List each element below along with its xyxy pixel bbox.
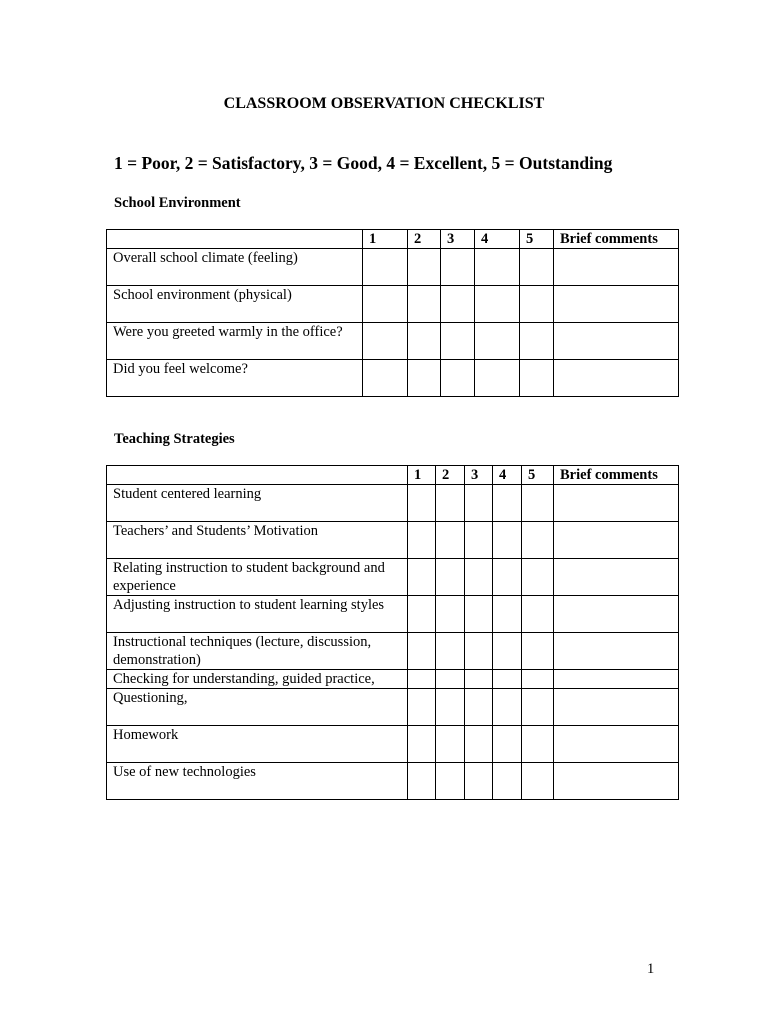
rating-cell[interactable]	[520, 249, 554, 286]
criteria-label: Relating instruction to student background and experience	[107, 559, 408, 596]
table-row	[107, 633, 679, 670]
rating-cell[interactable]	[493, 596, 522, 633]
criteria-label: Student centered learning	[107, 485, 408, 522]
rating-cell[interactable]	[465, 559, 493, 596]
rating-cell[interactable]	[465, 689, 493, 726]
rating-cell[interactable]	[520, 286, 554, 323]
rating-cell[interactable]	[408, 726, 436, 763]
table-row	[107, 596, 679, 633]
table-row	[107, 559, 679, 596]
rating-cell[interactable]	[522, 596, 554, 633]
rating-cell[interactable]	[465, 596, 493, 633]
rating-cell[interactable]	[522, 633, 554, 670]
table-row	[107, 323, 679, 360]
header-cell-criteria	[107, 466, 408, 485]
header-cell-rating-5: 5	[522, 466, 554, 485]
rating-cell[interactable]	[522, 559, 554, 596]
comments-cell[interactable]	[554, 360, 679, 397]
header-cell-rating-2: 2	[408, 230, 441, 249]
rating-cell[interactable]	[436, 559, 465, 596]
comments-cell[interactable]	[554, 763, 679, 800]
comments-cell[interactable]	[554, 249, 679, 286]
rating-cell[interactable]	[408, 286, 441, 323]
rating-scale-legend: 1 = Poor, 2 = Satisfactory, 3 = Good, 4 = Excellent, 5 = Outstanding	[114, 153, 613, 173]
table-row	[107, 485, 679, 522]
rating-cell[interactable]	[441, 360, 475, 397]
comments-cell[interactable]	[554, 559, 679, 596]
rating-cell[interactable]	[441, 286, 475, 323]
criteria-label: Overall school climate (feeling)	[107, 249, 363, 286]
rating-cell[interactable]	[520, 323, 554, 360]
table-row	[107, 249, 679, 286]
rating-cell[interactable]	[493, 689, 522, 726]
rating-cell[interactable]	[441, 323, 475, 360]
rating-cell[interactable]	[363, 360, 408, 397]
rating-cell[interactable]	[408, 522, 436, 559]
comments-cell[interactable]	[554, 633, 679, 670]
rating-cell[interactable]	[436, 633, 465, 670]
rating-cell[interactable]	[522, 522, 554, 559]
criteria-label: School environment (physical)	[107, 286, 363, 323]
rating-cell[interactable]	[522, 689, 554, 726]
table-row	[107, 763, 679, 800]
header-cell-rating-5: 5	[520, 230, 554, 249]
rating-cell[interactable]	[408, 559, 436, 596]
criteria-label: Were you greeted warmly in the office?	[107, 323, 363, 360]
rating-cell[interactable]	[408, 633, 436, 670]
section-heading-teaching-strategies: Teaching Strategies	[114, 431, 235, 447]
table-row	[107, 689, 679, 726]
rating-cell[interactable]	[408, 485, 436, 522]
rating-cell[interactable]	[436, 763, 465, 800]
table-header-row	[107, 466, 679, 485]
header-cell-rating-1: 1	[363, 230, 408, 249]
rating-cell[interactable]	[363, 286, 408, 323]
rating-cell[interactable]	[493, 559, 522, 596]
rating-cell[interactable]	[436, 596, 465, 633]
rating-cell[interactable]	[408, 360, 441, 397]
rating-cell[interactable]	[408, 689, 436, 726]
rating-cell[interactable]	[465, 726, 493, 763]
header-cell-rating-4: 4	[475, 230, 520, 249]
rating-cell[interactable]	[408, 596, 436, 633]
rating-cell[interactable]	[493, 633, 522, 670]
criteria-label: Questioning,	[107, 689, 408, 726]
criteria-label: Adjusting instruction to student learning styles	[107, 596, 408, 633]
rating-cell[interactable]	[465, 670, 493, 689]
page-number: 1	[647, 961, 655, 977]
section-heading-school-environment: School Environment	[114, 195, 241, 211]
rating-cell[interactable]	[493, 485, 522, 522]
criteria-label: Checking for understanding, guided practice,	[107, 670, 408, 689]
rating-cell[interactable]	[493, 726, 522, 763]
rating-cell[interactable]	[522, 670, 554, 689]
table-header-row	[107, 230, 679, 249]
header-cell-rating-1: 1	[408, 466, 436, 485]
header-cell-rating-3: 3	[465, 466, 493, 485]
rating-cell[interactable]	[436, 485, 465, 522]
comments-cell[interactable]	[554, 670, 679, 689]
header-cell-rating-4: 4	[493, 466, 522, 485]
table-row	[107, 286, 679, 323]
rating-cell[interactable]	[493, 522, 522, 559]
comments-cell[interactable]	[554, 726, 679, 763]
table-row	[107, 726, 679, 763]
teaching-strategies-table	[106, 465, 679, 800]
document-title: CLASSROOM OBSERVATION CHECKLIST	[223, 95, 545, 112]
rating-cell[interactable]	[408, 670, 436, 689]
rating-cell[interactable]	[493, 670, 522, 689]
rating-cell[interactable]	[363, 249, 408, 286]
rating-cell[interactable]	[465, 522, 493, 559]
school-environment-table	[106, 229, 679, 397]
rating-cell[interactable]	[520, 360, 554, 397]
rating-cell[interactable]	[408, 763, 436, 800]
comments-cell[interactable]	[554, 596, 679, 633]
criteria-label: Did you feel welcome?	[107, 360, 363, 397]
criteria-label: Teachers’ and Students’ Motivation	[107, 522, 408, 559]
rating-cell[interactable]	[465, 485, 493, 522]
header-cell-criteria	[107, 230, 363, 249]
table-row	[107, 360, 679, 397]
table-row	[107, 670, 679, 689]
rating-cell[interactable]	[436, 726, 465, 763]
rating-cell[interactable]	[408, 323, 441, 360]
rating-cell[interactable]	[475, 249, 520, 286]
comments-cell[interactable]	[554, 286, 679, 323]
criteria-label: Homework	[107, 726, 408, 763]
criteria-label: Use of new technologies	[107, 763, 408, 800]
rating-cell[interactable]	[522, 485, 554, 522]
comments-cell[interactable]	[554, 689, 679, 726]
rating-cell[interactable]	[436, 522, 465, 559]
criteria-label: Instructional techniques (lecture, discussion, demonstration)	[107, 633, 408, 670]
rating-cell[interactable]	[436, 670, 465, 689]
rating-cell[interactable]	[465, 763, 493, 800]
comments-cell[interactable]	[554, 522, 679, 559]
rating-cell[interactable]	[441, 249, 475, 286]
comments-cell[interactable]	[554, 485, 679, 522]
rating-cell[interactable]	[408, 249, 441, 286]
header-cell-comments: Brief comments	[554, 230, 679, 249]
rating-cell[interactable]	[465, 633, 493, 670]
rating-cell[interactable]	[475, 360, 520, 397]
header-cell-rating-2: 2	[436, 466, 465, 485]
rating-cell[interactable]	[436, 689, 465, 726]
comments-cell[interactable]	[554, 323, 679, 360]
rating-cell[interactable]	[475, 286, 520, 323]
rating-cell[interactable]	[522, 763, 554, 800]
header-cell-comments: Brief comments	[554, 466, 679, 485]
rating-cell[interactable]	[522, 726, 554, 763]
rating-cell[interactable]	[363, 323, 408, 360]
table-row	[107, 522, 679, 559]
rating-cell[interactable]	[493, 763, 522, 800]
header-cell-rating-3: 3	[441, 230, 475, 249]
rating-cell[interactable]	[475, 323, 520, 360]
